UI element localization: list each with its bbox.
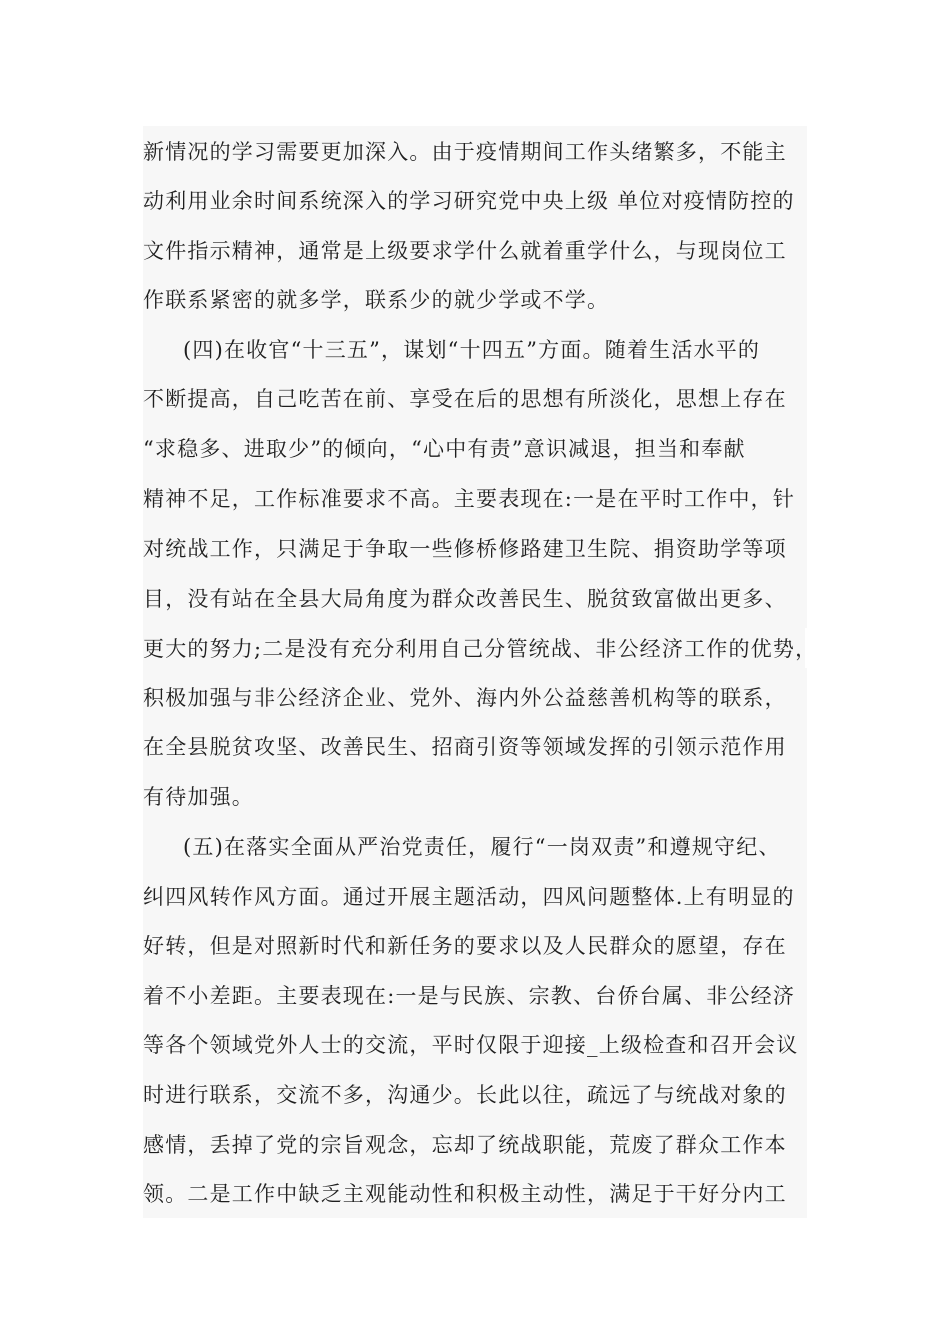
text-line: 好转，但是对照新时代和新任务的要求以及人民群众的愿望，存在 (143, 934, 787, 958)
text-line: 新情况的学习需要更加深入。由于疫情期间工作头绪繁多，不能主 (143, 140, 787, 164)
text-line: 文件指示精神，通常是上级要求学什么就着重学什么，与现岗位工 (143, 239, 787, 263)
text-line: “求稳多、进取少”的倾向，“心中有责”意识减退，担当和奉献 (143, 437, 746, 461)
paragraph-5-heading-line: (五)在落实全面从严治党责任，履行“一岗双责”和遵规守纪、 (183, 835, 781, 859)
text-line: 精神不足，工作标准要求不高。主要表现在:一是在平时工作中，针 (143, 487, 796, 511)
text-line: 作联系紧密的就多学，联系少的就少学或不学。 (143, 288, 610, 312)
paragraph-4-heading-line: (四)在收官“十三五”，谋划“十四五”方面。随着生活水平的 (183, 338, 761, 362)
text-line: 感情，丢掉了党的宗旨观念，忘却了统战职能，荒废了群众工作本 (143, 1133, 787, 1157)
text-line: 对统战工作，只满足于争取一些修桥修路建卫生院、捐资助学等项 (143, 537, 787, 561)
text-line: 有待加强。 (143, 785, 254, 809)
text-line: 时进行联系，交流不多，沟通少。长此以往，疏远了与统战对象的 (143, 1083, 787, 1107)
text-line: 更大的努力;二是没有充分利用自己分管统战、非公经济工作的优势， (143, 637, 818, 661)
text-line: 着不小差距。主要表现在:一是与民族、宗教、台侨台属、非公经济 (143, 984, 796, 1008)
text-line: 纠四风转作风方面。通过开展主题活动，四风问题整体.上有明显的 (143, 885, 795, 909)
text-line: 等各个领域党外人士的交流，平时仅限于迎接_上级检查和召开会议 (143, 1033, 799, 1057)
text-line: 动利用业余时间系统深入的学习研究党中央上级 单位对疫情防控的 (143, 189, 795, 213)
text-line: 在全县脱贫攻坚、改善民生、招商引资等领域发挥的引领示范作用 (143, 735, 787, 759)
text-line: 领。二是工作中缺乏主观能动性和积极主动性，满足于干好分内工 (143, 1182, 787, 1206)
text-line: 目，没有站在全县大局角度为群众改善民生、脱贫致富做出更多、 (143, 587, 787, 611)
text-line: 积极加强与非公经济企业、党外、海内外公益慈善机构等的联系， (143, 686, 787, 710)
text-line: 不断提高，自己吃苦在前、享受在后的思想有所淡化，思想上存在 (143, 387, 787, 411)
